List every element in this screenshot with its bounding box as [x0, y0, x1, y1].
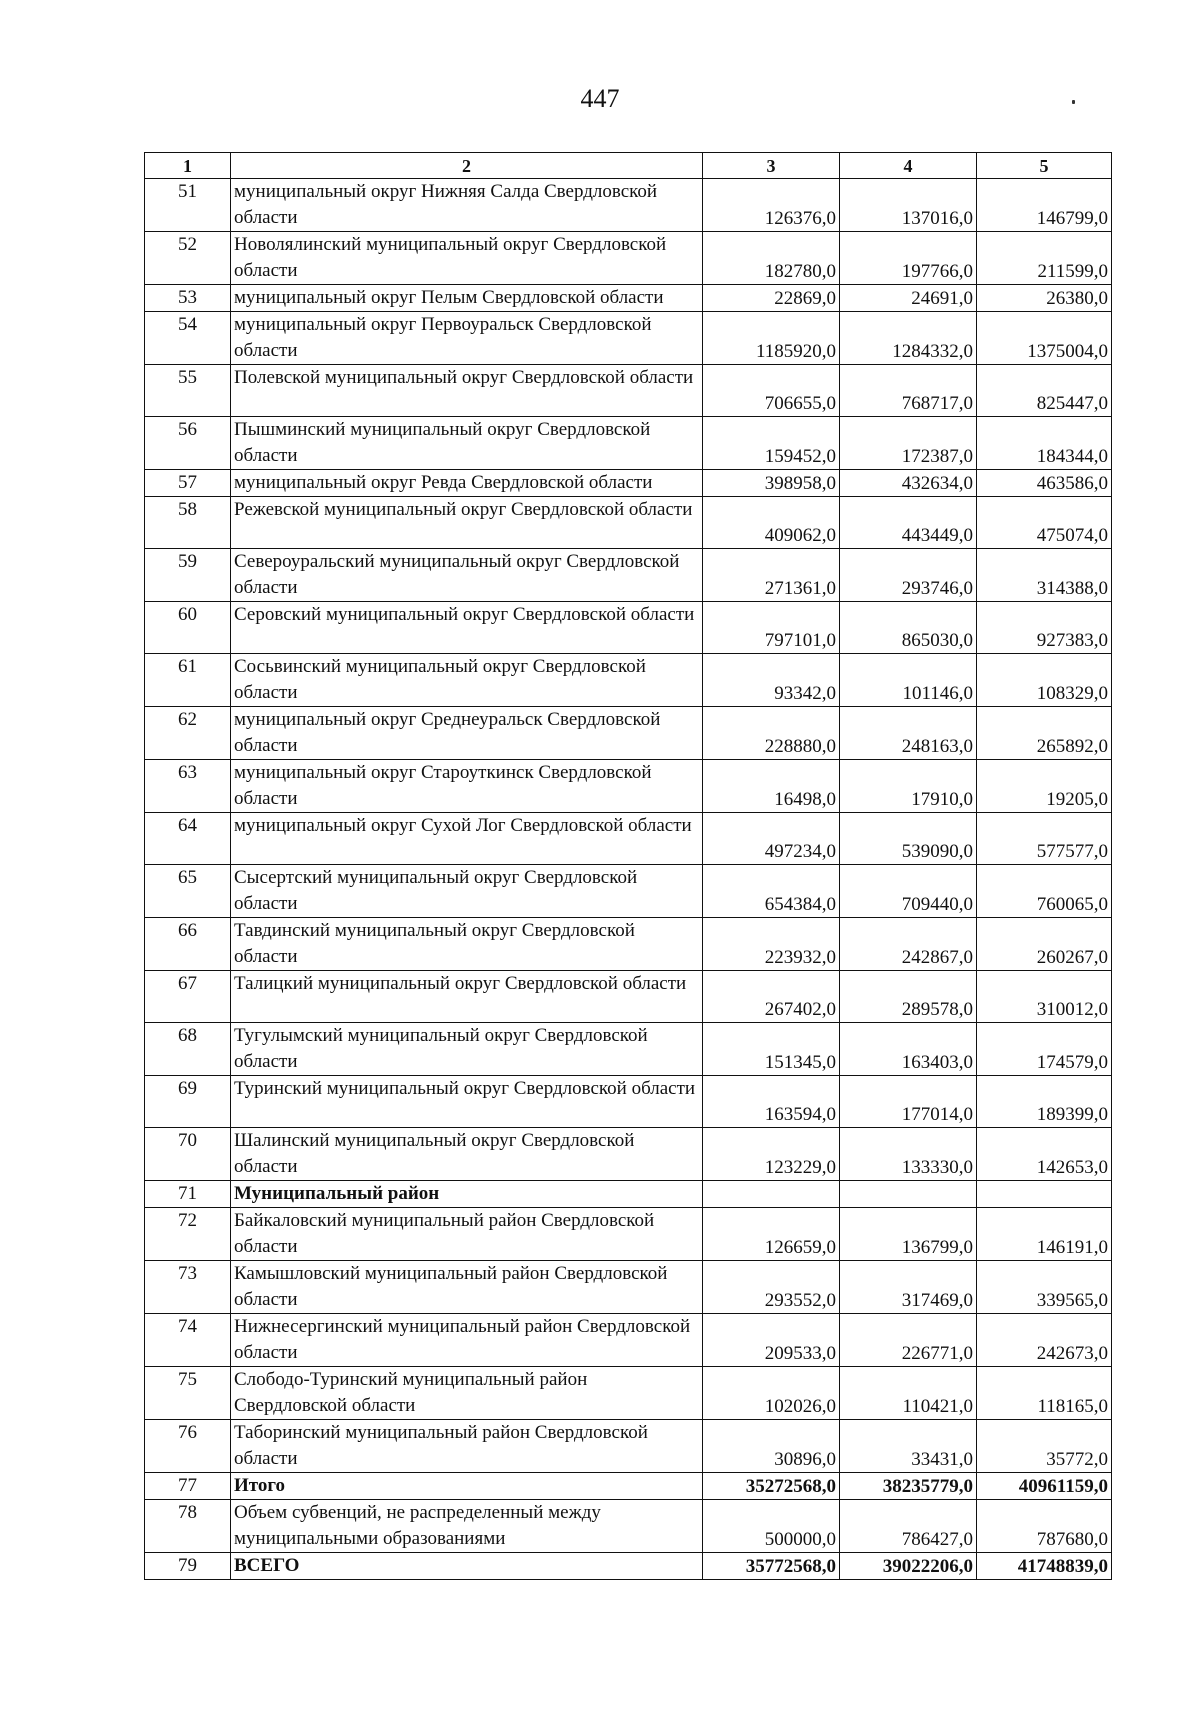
table-row: [145, 707, 1112, 760]
row-name: муниципальный округ Ревда Свердловской области: [231, 470, 703, 497]
row-value-col4: 226771,0: [840, 1314, 977, 1367]
row-name: Байкаловский муниципальный район Свердловской области: [231, 1208, 703, 1261]
row-value-col4: 33431,0: [840, 1420, 977, 1473]
row-name: Талицкий муниципальный округ Свердловской области: [231, 971, 703, 1023]
row-name: Североуральский муниципальный округ Свердловской области: [231, 549, 703, 602]
table-row: [145, 365, 1112, 417]
table-row: [145, 918, 1112, 971]
row-value-col5: 184344,0: [977, 417, 1112, 470]
row-value-col3: 223932,0: [703, 918, 840, 971]
row-value-col3: 293552,0: [703, 1261, 840, 1314]
row-value-col4: 242867,0: [840, 918, 977, 971]
row-value-col3: 209533,0: [703, 1314, 840, 1367]
header-row: [145, 153, 1112, 179]
row-value-col4: 289578,0: [840, 971, 977, 1023]
row-value-col4: 177014,0: [840, 1076, 977, 1128]
row-number: 60: [145, 602, 231, 654]
row-number: 69: [145, 1076, 231, 1128]
row-name: Новолялинский муниципальный округ Свердловской области: [231, 232, 703, 285]
row-value-col5: 310012,0: [977, 971, 1112, 1023]
row-name: муниципальный округ Староуткинск Свердловской области: [231, 760, 703, 813]
row-name: Полевской муниципальный округ Свердловской области: [231, 365, 703, 417]
row-value-col4: 443449,0: [840, 497, 977, 549]
table-row: [145, 1181, 1112, 1208]
row-value-col3: 126659,0: [703, 1208, 840, 1261]
row-name: муниципальный округ Пелым Свердловской области: [231, 285, 703, 312]
row-value-col5: 314388,0: [977, 549, 1112, 602]
table-row: [145, 1128, 1112, 1181]
row-value-col5: 35772,0: [977, 1420, 1112, 1473]
row-number: 68: [145, 1023, 231, 1076]
row-value-col3: 398958,0: [703, 470, 840, 497]
row-value-col4: 39022206,0: [840, 1553, 977, 1580]
row-name: муниципальный округ Первоуральск Свердловской области: [231, 312, 703, 365]
row-value-col3: 123229,0: [703, 1128, 840, 1181]
table-row: [145, 1553, 1112, 1580]
row-value-col3: 35772568,0: [703, 1553, 840, 1580]
row-name: муниципальный округ Среднеуральск Свердловской области: [231, 707, 703, 760]
row-name: Сысертский муниципальный округ Свердловской области: [231, 865, 703, 918]
row-value-col5: 463586,0: [977, 470, 1112, 497]
row-value-col5: 825447,0: [977, 365, 1112, 417]
table-row: [145, 285, 1112, 312]
row-name: ВСЕГО: [231, 1553, 703, 1580]
row-value-col5: 40961159,0: [977, 1473, 1112, 1500]
table-row: [145, 1473, 1112, 1500]
row-name: Итого: [231, 1473, 703, 1500]
row-value-col5: 146799,0: [977, 179, 1112, 232]
table-row: [145, 1420, 1112, 1473]
row-value-col4: 172387,0: [840, 417, 977, 470]
row-name: Слободо-Туринский муниципальный район Свердловской области: [231, 1367, 703, 1420]
row-value-col5: 927383,0: [977, 602, 1112, 654]
row-value-col5: 242673,0: [977, 1314, 1112, 1367]
table-row: [145, 1261, 1112, 1314]
row-value-col4: 539090,0: [840, 813, 977, 865]
row-value-col3: 126376,0: [703, 179, 840, 232]
row-number: 78: [145, 1500, 231, 1553]
row-value-col5: 787680,0: [977, 1500, 1112, 1553]
row-number: 79: [145, 1553, 231, 1580]
row-value-col4: 17910,0: [840, 760, 977, 813]
row-value-col4: 432634,0: [840, 470, 977, 497]
row-number: 77: [145, 1473, 231, 1500]
row-value-col3: 797101,0: [703, 602, 840, 654]
row-value-col4: 133330,0: [840, 1128, 977, 1181]
table-row: [145, 971, 1112, 1023]
row-value-col3: 151345,0: [703, 1023, 840, 1076]
row-value-col3: 163594,0: [703, 1076, 840, 1128]
row-value-col5: 118165,0: [977, 1367, 1112, 1420]
row-name: Тугулымский муниципальный округ Свердловской области: [231, 1023, 703, 1076]
row-value-col4: 163403,0: [840, 1023, 977, 1076]
row-value-col4: 786427,0: [840, 1500, 977, 1553]
table-row: [145, 1076, 1112, 1128]
row-name: муниципальный округ Нижняя Салда Свердловской области: [231, 179, 703, 232]
row-number: 58: [145, 497, 231, 549]
row-number: 57: [145, 470, 231, 497]
row-name: Муниципальный район: [231, 1181, 703, 1208]
header-col-1: 1: [145, 153, 231, 179]
row-value-col4: 38235779,0: [840, 1473, 977, 1500]
row-name: Шалинский муниципальный округ Свердловской области: [231, 1128, 703, 1181]
row-value-col5: 760065,0: [977, 865, 1112, 918]
row-name: Объем субвенций, не распределенный между муниципальными образованиями: [231, 1500, 703, 1553]
row-number: 76: [145, 1420, 231, 1473]
table-row: [145, 1208, 1112, 1261]
row-number: 70: [145, 1128, 231, 1181]
row-value-col4: 197766,0: [840, 232, 977, 285]
row-number: 53: [145, 285, 231, 312]
header-col-4: 4: [840, 153, 977, 179]
table-row: [145, 865, 1112, 918]
table-row: [145, 417, 1112, 470]
row-value-col4: 137016,0: [840, 179, 977, 232]
row-value-col4: 110421,0: [840, 1367, 977, 1420]
header-col-5: 5: [977, 153, 1112, 179]
row-number: 66: [145, 918, 231, 971]
row-value-col5: 339565,0: [977, 1261, 1112, 1314]
row-value-col3: 102026,0: [703, 1367, 840, 1420]
row-value-col3: 409062,0: [703, 497, 840, 549]
table-row: [145, 470, 1112, 497]
table-body: [145, 179, 1112, 1580]
table-row: [145, 232, 1112, 285]
row-number: 52: [145, 232, 231, 285]
row-number: 51: [145, 179, 231, 232]
row-value-col4: 248163,0: [840, 707, 977, 760]
subvention-table: [144, 152, 1112, 1580]
row-value-col3: 271361,0: [703, 549, 840, 602]
row-number: 64: [145, 813, 231, 865]
row-value-col5: 211599,0: [977, 232, 1112, 285]
row-name: Режевской муниципальный округ Свердловской области: [231, 497, 703, 549]
row-value-col3: 267402,0: [703, 971, 840, 1023]
table-row: [145, 1500, 1112, 1553]
table-row: [145, 1023, 1112, 1076]
row-value-col3: 228880,0: [703, 707, 840, 760]
row-value-col4: 709440,0: [840, 865, 977, 918]
table-row: [145, 179, 1112, 232]
row-number: 74: [145, 1314, 231, 1367]
row-value-col5: 260267,0: [977, 918, 1112, 971]
row-value-col3: [703, 1181, 840, 1208]
row-value-col5: [977, 1181, 1112, 1208]
row-value-col5: 475074,0: [977, 497, 1112, 549]
row-value-col3: 654384,0: [703, 865, 840, 918]
row-value-col3: 497234,0: [703, 813, 840, 865]
row-value-col3: 706655,0: [703, 365, 840, 417]
row-value-col4: 24691,0: [840, 285, 977, 312]
row-number: 56: [145, 417, 231, 470]
row-value-col4: 768717,0: [840, 365, 977, 417]
header-col-2: 2: [231, 153, 703, 179]
row-value-col3: 22869,0: [703, 285, 840, 312]
row-name: Нижнесергинский муниципальный район Свердловской области: [231, 1314, 703, 1367]
row-value-col5: 265892,0: [977, 707, 1112, 760]
row-value-col4: 136799,0: [840, 1208, 977, 1261]
row-name: Серовский муниципальный округ Свердловской области: [231, 602, 703, 654]
row-number: 63: [145, 760, 231, 813]
row-name: муниципальный округ Сухой Лог Свердловской области: [231, 813, 703, 865]
row-number: 59: [145, 549, 231, 602]
row-name: Тавдинский муниципальный округ Свердловской области: [231, 918, 703, 971]
row-value-col3: 93342,0: [703, 654, 840, 707]
table-row: [145, 813, 1112, 865]
row-number: 73: [145, 1261, 231, 1314]
row-number: 62: [145, 707, 231, 760]
table-row: [145, 654, 1112, 707]
row-value-col5: 26380,0: [977, 285, 1112, 312]
row-value-col5: 1375004,0: [977, 312, 1112, 365]
row-name: Камышловский муниципальный район Свердловской области: [231, 1261, 703, 1314]
row-value-col5: 174579,0: [977, 1023, 1112, 1076]
table-row: [145, 1367, 1112, 1420]
row-name: Таборинский муниципальный район Свердловской области: [231, 1420, 703, 1473]
row-value-col4: 865030,0: [840, 602, 977, 654]
row-number: 75: [145, 1367, 231, 1420]
row-value-col5: 189399,0: [977, 1076, 1112, 1128]
row-number: 61: [145, 654, 231, 707]
table-row: [145, 312, 1112, 365]
row-number: 65: [145, 865, 231, 918]
row-number: 67: [145, 971, 231, 1023]
table-row: [145, 549, 1112, 602]
row-value-col3: 182780,0: [703, 232, 840, 285]
row-value-col3: 16498,0: [703, 760, 840, 813]
row-value-col5: 108329,0: [977, 654, 1112, 707]
row-value-col4: 317469,0: [840, 1261, 977, 1314]
table-row: [145, 497, 1112, 549]
row-number: 71: [145, 1181, 231, 1208]
row-number: 72: [145, 1208, 231, 1261]
table-row: [145, 760, 1112, 813]
row-name: Сосьвинский муниципальный округ Свердловской области: [231, 654, 703, 707]
row-value-col3: 500000,0: [703, 1500, 840, 1553]
table-row: [145, 602, 1112, 654]
row-number: 55: [145, 365, 231, 417]
row-value-col5: 19205,0: [977, 760, 1112, 813]
page-number: 447: [580, 84, 620, 113]
row-value-col4: 1284332,0: [840, 312, 977, 365]
row-value-col5: 41748839,0: [977, 1553, 1112, 1580]
row-value-col3: 1185920,0: [703, 312, 840, 365]
row-value-col5: 142653,0: [977, 1128, 1112, 1181]
row-name: Туринский муниципальный округ Свердловской области: [231, 1076, 703, 1128]
row-value-col3: 35272568,0: [703, 1473, 840, 1500]
row-value-col4: 293746,0: [840, 549, 977, 602]
row-value-col5: 146191,0: [977, 1208, 1112, 1261]
row-value-col5: 577577,0: [977, 813, 1112, 865]
row-name: Пышминский муниципальный округ Свердловской области: [231, 417, 703, 470]
row-number: 54: [145, 312, 231, 365]
header-col-3: 3: [703, 153, 840, 179]
row-value-col4: [840, 1181, 977, 1208]
row-value-col3: 30896,0: [703, 1420, 840, 1473]
stray-mark: [1072, 100, 1075, 104]
row-value-col4: 101146,0: [840, 654, 977, 707]
row-value-col3: 159452,0: [703, 417, 840, 470]
table-row: [145, 1314, 1112, 1367]
